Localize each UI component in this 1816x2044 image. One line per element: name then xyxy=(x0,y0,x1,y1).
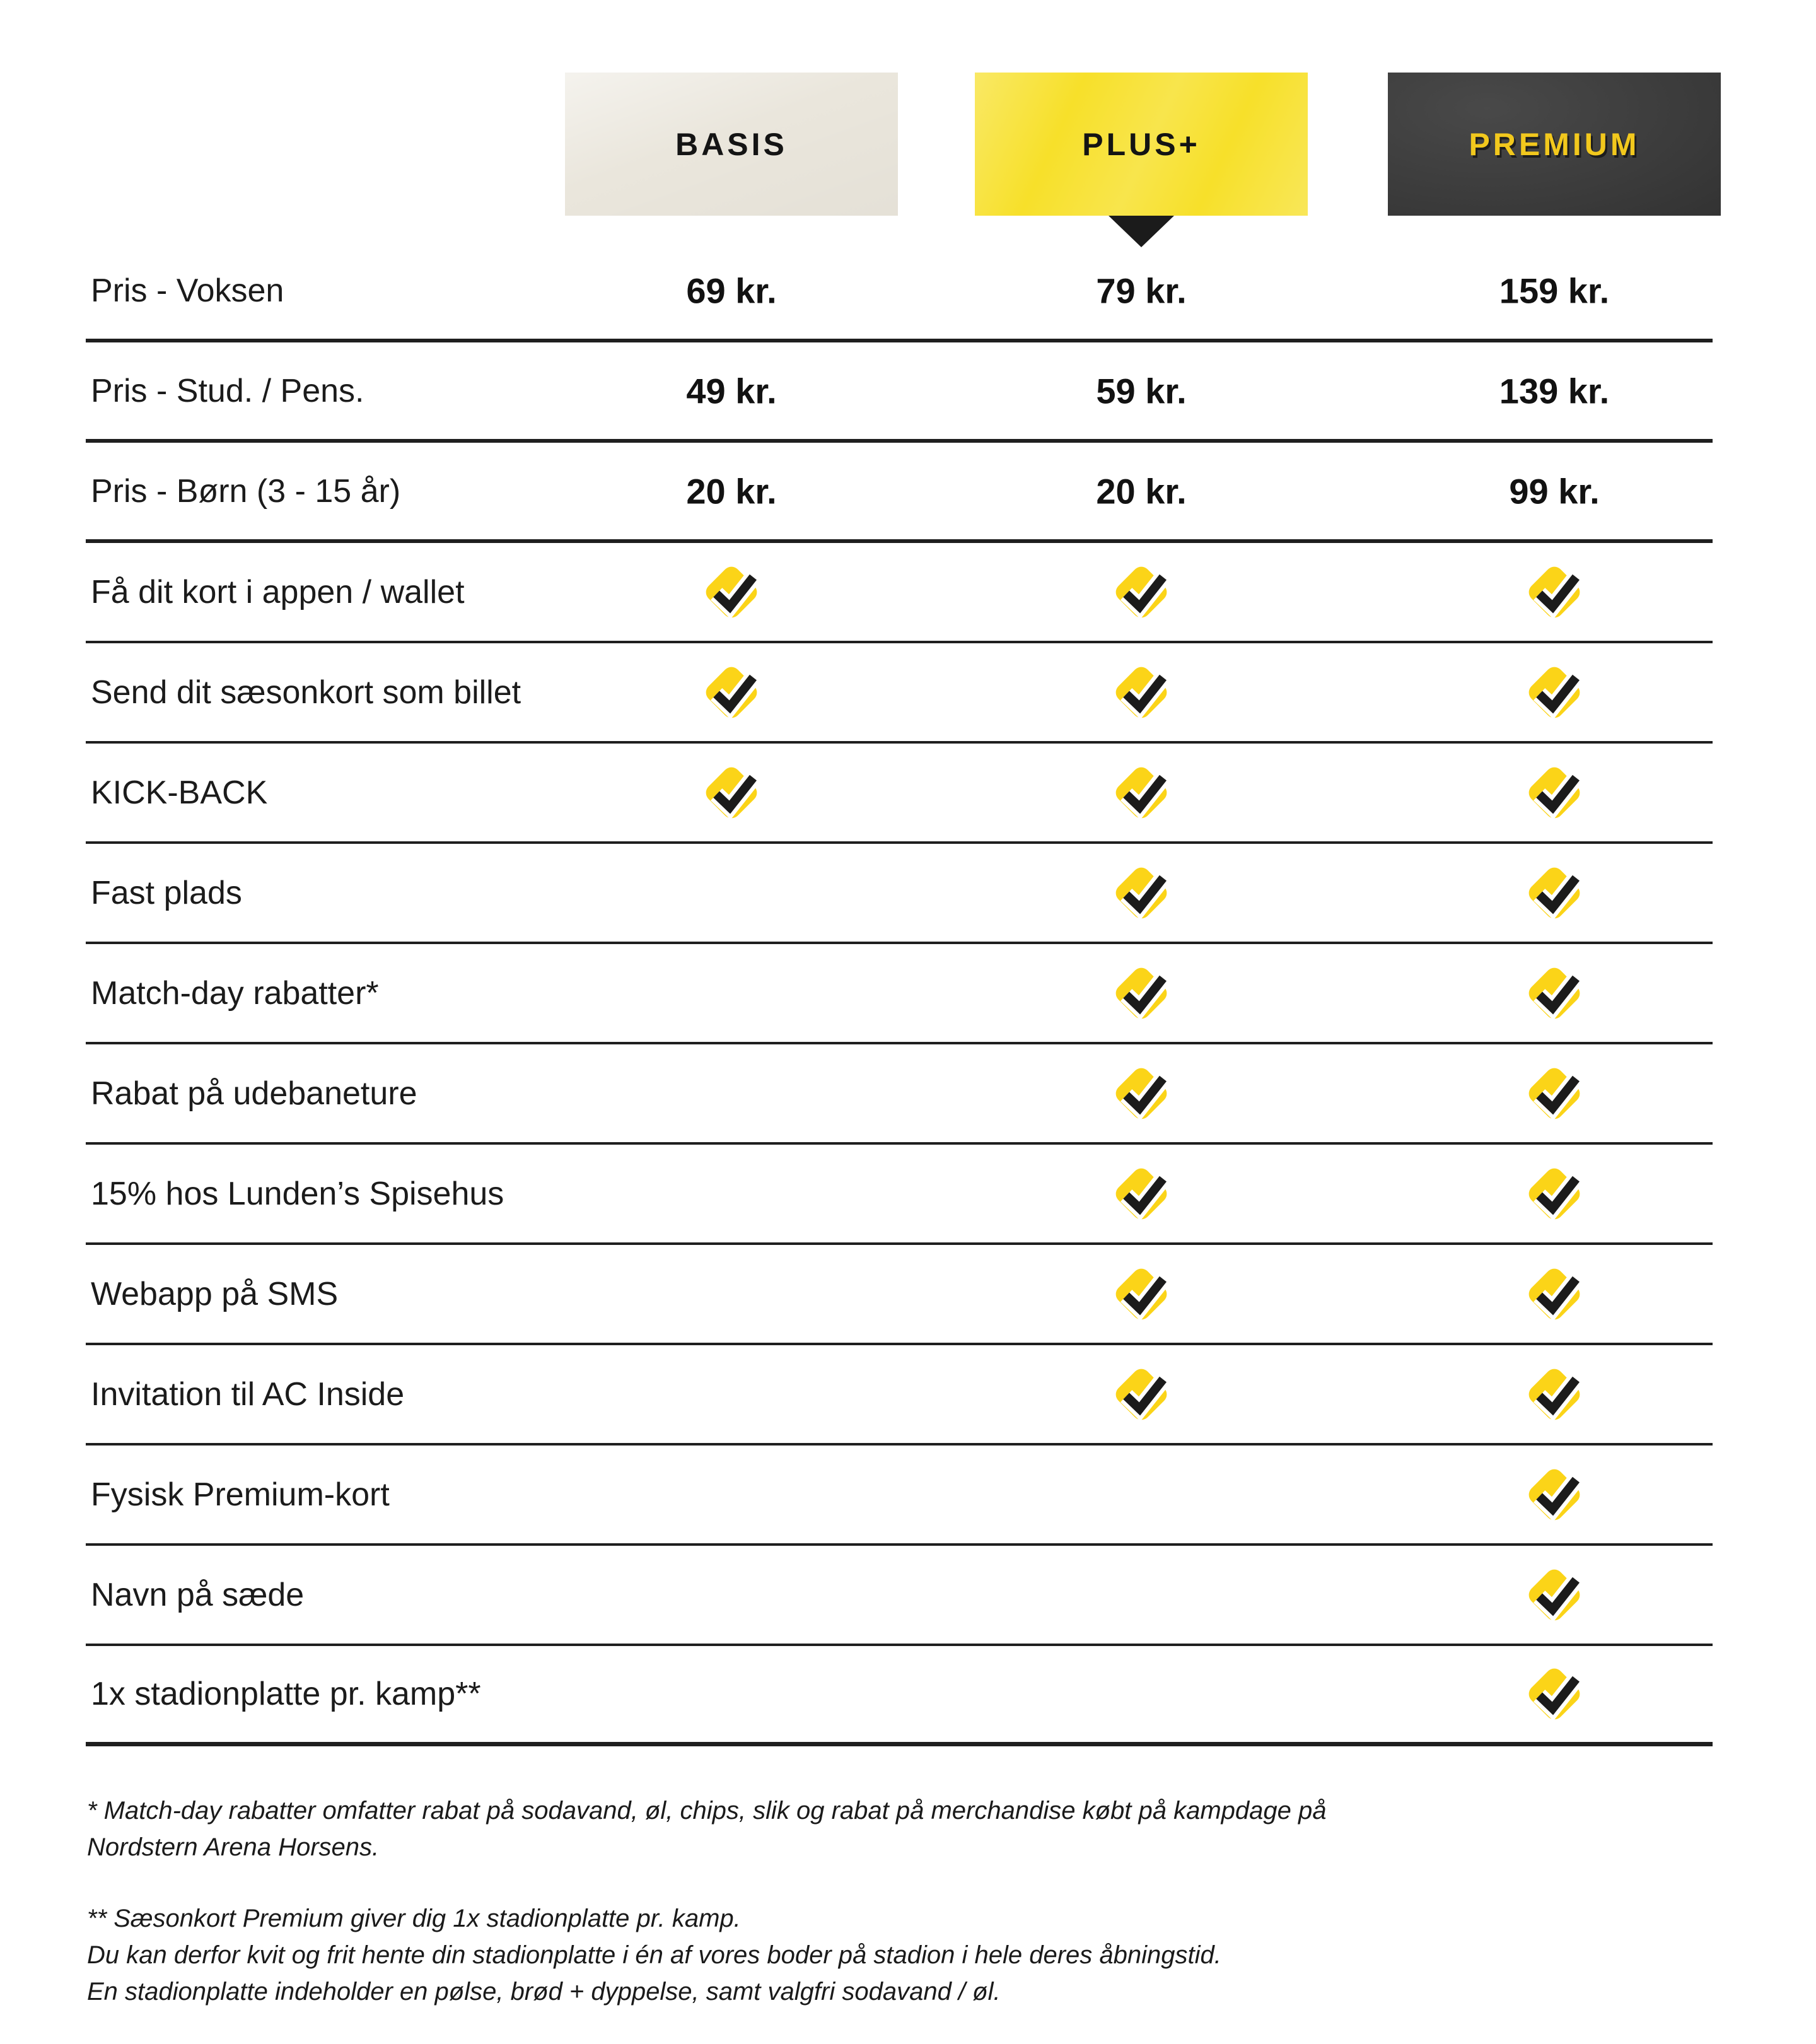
check-cell xyxy=(698,659,765,726)
footnote-line: Nordstern Arena Horsens. xyxy=(87,1833,380,1861)
price-cell: 20 kr. xyxy=(686,471,777,511)
table-row xyxy=(86,342,1713,443)
row-label: Match-day rabatter* xyxy=(91,974,379,1012)
table-row xyxy=(86,643,1713,744)
price-cell: 139 kr. xyxy=(1499,371,1610,411)
check-icon xyxy=(1521,1461,1588,1528)
check-icon xyxy=(1521,1261,1588,1328)
footnotes xyxy=(87,1792,1613,2044)
row-label: Rabat på udebaneture xyxy=(91,1075,417,1112)
check-cell xyxy=(1108,659,1175,726)
table-row xyxy=(86,1345,1713,1445)
row-label: 1x stadionplatte pr. kamp** xyxy=(91,1676,481,1712)
check-icon xyxy=(1108,559,1175,626)
plan-plus xyxy=(975,73,1308,216)
table-row xyxy=(86,543,1713,643)
table-row xyxy=(86,1646,1713,1746)
check-cell xyxy=(698,759,765,826)
price-cell: 79 kr. xyxy=(1096,271,1187,310)
table-row xyxy=(86,1245,1713,1345)
check-icon xyxy=(1108,1160,1175,1227)
plan-plus-label: PLUS+ xyxy=(1082,126,1201,162)
footnote-line: ** Sæsonkort Premium giver dig 1x stadionplatte pr. kamp. xyxy=(87,1905,741,1932)
footnote-line: * Match-day rabatter omfatter rabat på sodavand, øl, chips, slik og rabat på merchandise købt på kampdage på xyxy=(87,1797,1327,1825)
table-row xyxy=(86,1546,1713,1646)
table-row xyxy=(86,1445,1713,1546)
check-cell xyxy=(1108,1261,1175,1328)
table-row xyxy=(86,744,1713,844)
plan-premium-label: PREMIUM xyxy=(1469,126,1640,162)
plan-premium xyxy=(1388,73,1721,216)
check-cell xyxy=(1521,659,1588,726)
check-icon xyxy=(1108,759,1175,826)
table-row xyxy=(86,443,1713,543)
row-label: Invitation til AC Inside xyxy=(91,1375,405,1413)
table-row xyxy=(86,1145,1713,1245)
check-cell xyxy=(1108,1361,1175,1428)
table-row xyxy=(86,844,1713,944)
check-icon xyxy=(1521,1661,1588,1727)
plan-basis-label: BASIS xyxy=(675,126,788,162)
row-label: Pris - Voksen xyxy=(91,272,284,309)
row-label: Webapp på SMS xyxy=(91,1275,339,1312)
check-icon xyxy=(1108,1261,1175,1328)
check-icon xyxy=(1521,1060,1588,1127)
check-icon xyxy=(1521,960,1588,1027)
check-cell xyxy=(1108,960,1175,1027)
price-cell: 20 kr. xyxy=(1096,471,1187,511)
table-row xyxy=(86,1044,1713,1145)
check-icon xyxy=(1521,759,1588,826)
check-icon xyxy=(1108,860,1175,926)
check-cell xyxy=(1521,1261,1588,1328)
row-label: Fysisk Premium-kort xyxy=(91,1476,390,1513)
row-label: Pris - Børn (3 - 15 år) xyxy=(91,472,401,510)
footnote-line: En stadionplatte indeholder en pølse, brød + dyppelse, samt valgfri sodavand / øl. xyxy=(87,1978,1001,2006)
check-icon xyxy=(1108,659,1175,726)
check-cell xyxy=(1521,559,1588,626)
check-cell xyxy=(1521,1461,1588,1528)
check-cell xyxy=(698,559,765,626)
check-cell xyxy=(1108,559,1175,626)
check-cell xyxy=(1108,759,1175,826)
check-cell xyxy=(1521,860,1588,926)
check-icon xyxy=(698,659,765,726)
check-cell xyxy=(1521,960,1588,1027)
row-label: Fast plads xyxy=(91,874,242,911)
price-cell: 69 kr. xyxy=(686,271,777,310)
check-icon xyxy=(1521,860,1588,926)
row-label: KICK-BACK xyxy=(91,774,268,811)
check-cell xyxy=(1521,1562,1588,1628)
check-icon xyxy=(1521,1160,1588,1227)
price-cell: 159 kr. xyxy=(1499,271,1610,310)
check-cell xyxy=(1521,1361,1588,1428)
table-row xyxy=(86,944,1713,1044)
row-label: Navn på sæde xyxy=(91,1576,305,1613)
row-label: Pris - Stud. / Pens. xyxy=(91,372,364,409)
footnote-2 xyxy=(87,1900,1613,2010)
check-icon xyxy=(698,759,765,826)
check-icon xyxy=(1521,559,1588,626)
price-cell: 59 kr. xyxy=(1096,371,1187,411)
check-cell xyxy=(1521,1661,1588,1727)
check-icon xyxy=(1521,659,1588,726)
check-cell xyxy=(1521,1060,1588,1127)
price-cell: 49 kr. xyxy=(686,371,777,411)
check-icon xyxy=(1521,1361,1588,1428)
check-cell xyxy=(1108,1060,1175,1127)
comparison-table xyxy=(86,242,1713,1746)
plan-header xyxy=(0,0,1816,252)
check-cell xyxy=(1521,759,1588,826)
row-label: 15% hos Lunden’s Spisehus xyxy=(91,1175,504,1212)
footnote-line: Du kan derfor kvit og frit hente din stadionplatte i én af vores boder på stadion i hele deres åbningstid. xyxy=(87,1941,1221,1969)
check-cell xyxy=(1521,1160,1588,1227)
row-label: Få dit kort i appen / wallet xyxy=(91,573,465,610)
check-cell xyxy=(1108,1160,1175,1227)
footnote-1 xyxy=(87,1792,1613,1866)
check-icon xyxy=(1108,1060,1175,1127)
price-cell: 99 kr. xyxy=(1509,471,1600,511)
table-row xyxy=(86,242,1713,342)
row-label: Send dit sæsonkort som billet xyxy=(91,674,521,711)
check-icon xyxy=(1108,960,1175,1027)
check-icon xyxy=(698,559,765,626)
check-icon xyxy=(1521,1562,1588,1628)
check-cell xyxy=(1108,860,1175,926)
check-icon xyxy=(1108,1361,1175,1428)
plan-basis xyxy=(565,73,898,216)
